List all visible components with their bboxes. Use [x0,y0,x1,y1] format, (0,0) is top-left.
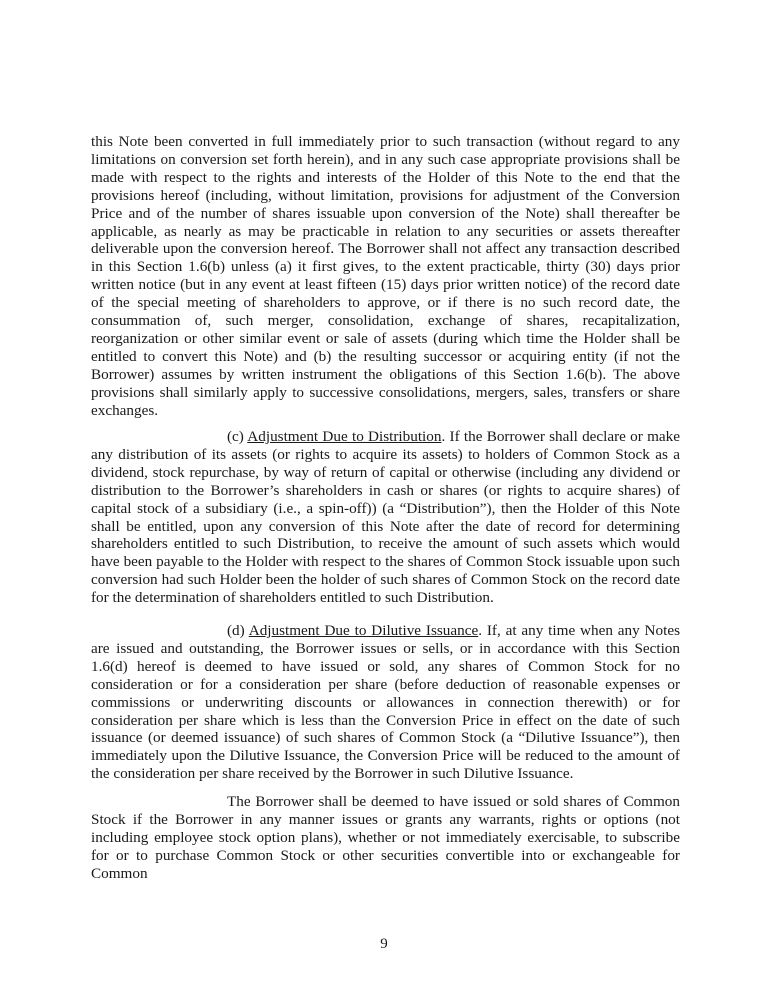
paragraph-continuation [91,133,680,420]
section-prefix: (c) [227,428,248,445]
section-heading-dilutive-issuance: Adjustment Due to Dilutive Issuance [248,622,479,639]
paragraph-text: this Note been converted in full immediately prior to such transaction (without regard to any limitations on conversion set forth herein), and in any such case appropriate provisions shall be made with respect to the rights and interests of the Holder of this Note to the end that the provisions hereof (including, without limitation, provisions for adjustment of the Conversion Price and of the number of shares issuable upon conversion of the Note) shall thereafter be applicable, as nearly as may be practicable in relation to any securities or assets thereafter deliverable upon the conversion hereof. The Borrower shall not affect any transaction described in this Section 1.6(b) unless (a) it first gives, to the extent practicable, thirty (30) days prior written notice (but in any event at least fifteen (15) days prior written notice) of the record date of the special meeting of shareholders to approve, or if there is no such record date, the consummation of, such merger, consolidation, exchange of shares, recapitalization, reorganization or other similar event or sale of assets (during which time the Holder shall be entitled to convert this Note) and (b) the resulting successor or acquiring entity (if not the Borrower) assumes by written instrument the obligations of this Section 1.6(b). The above provisions shall similarly apply to successive consolidations, mergers, sales, transfers or share exchanges. [91,133,680,419]
paragraph-text: . If, at any time when any Notes are issued and outstanding, the Borrower issues or sells, or in accordance with this Section 1.6(d) hereof is deemed to have issued or sold, any shares of Common Stock for no consideration or for a consideration per share (before deduction of reasonable expenses or commissions or underwriting discounts or allowances in connection therewith) or for consideration per share which is less than the Conversion Price in effect on the date of such issuance (or deemed issuance) of such shares of Common Stock (a “Dilutive Issuance”), then immediately upon the Dilutive Issuance, the Conversion Price will be reduced to the amount of the consideration per share received by the Borrower in such Dilutive Issuance. [91,622,680,783]
paragraph-text: The Borrower shall be deemed to have issued or sold shares of Common Stock if the Borrower in any manner issues or grants any warrants, rights or options (not including employee stock option plans), whether or not immediately exercisable, to subscribe for or to purchase Common Stock or other securities convertible into or exchangeable for Common [91,793,680,882]
section-heading-distribution: Adjustment Due to Distribution [247,428,442,445]
paragraph-deemed-issuance [91,793,680,883]
paragraph-text: . If the Borrower shall declare or make any distribution of its assets (or rights to acquire its assets) to holders of Common Stock as a dividend, stock repurchase, by way of return of capital or otherwise (including any dividend or distribution to the Borrower’s shareholders in cash or shares (or rights to acquire shares) of capital stock of a subsidiary (i.e., a spin-off)) (a “Distribution”), then the Holder of this Note shall be entitled, upon any conversion of this Note after the date of record for determining shareholders entitled to such Distribution, to receive the amount of such assets which would have been payable to the Holder with respect to the shares of Common Stock issuable upon such conversion had such Holder been the holder of such shares of Common Stock on the record date for the determination of shareholders entitled to such Distribution. [91,428,680,607]
paragraph-distribution [91,428,680,607]
paragraph-dilutive-issuance [91,622,680,783]
section-prefix: (d) [227,622,249,639]
page-number: 9 [380,936,388,952]
